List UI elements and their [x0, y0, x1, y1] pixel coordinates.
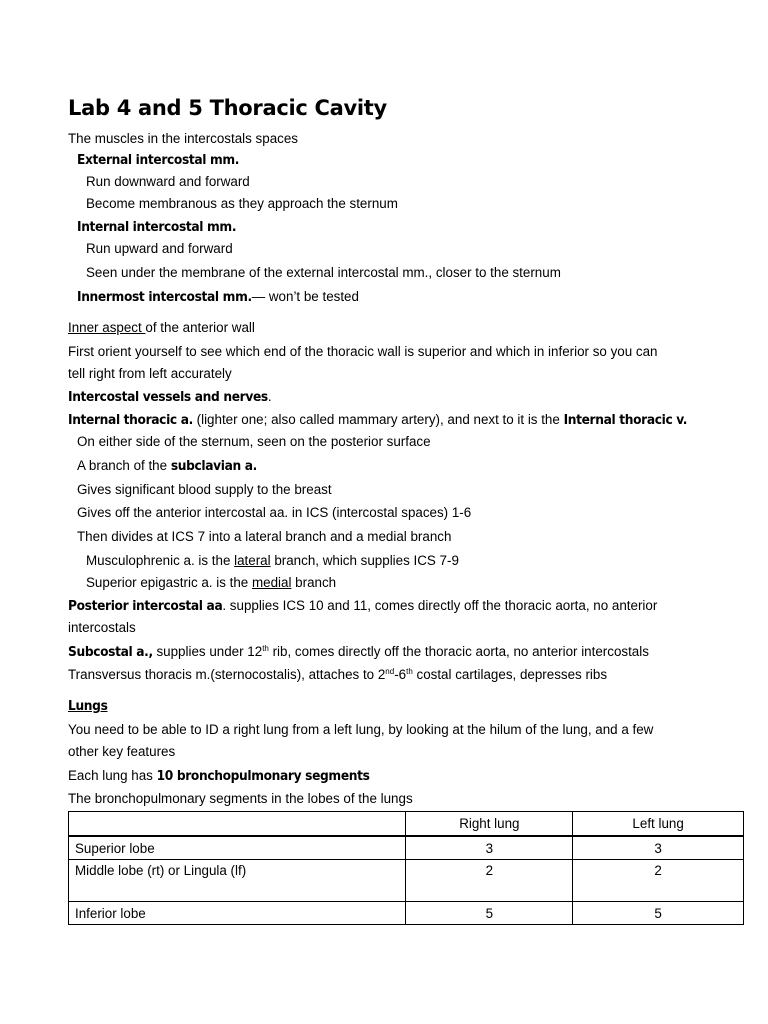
musculophrenic-text: Musculophrenic a. is the [86, 553, 235, 568]
transversus-mid: -6 [394, 667, 407, 682]
left-lung-cell: 2 [573, 860, 744, 902]
medial-word: medial [251, 575, 292, 590]
subcostal-text: supplies under 12 [152, 644, 263, 659]
superior-epigastric-line [86, 575, 336, 591]
lungs-id-line-1: You need to be able to ID a right lung from a left lung, by looking at the hilum of the lung, and a few [68, 722, 654, 737]
inner-aspect-rest: of the anterior wall [145, 320, 255, 335]
transversus-rest: costal cartilages, depresses ribs [412, 667, 608, 682]
orient-line-2: tell right from left accurately [68, 366, 232, 381]
table-row [69, 860, 744, 902]
each-lung-line [68, 768, 370, 784]
internal-thoracic-vein: Internal thoracic v. [563, 412, 688, 428]
page-title: Lab 4 and 5 Thoracic Cavity [68, 96, 387, 120]
blood-supply-line: Gives significant blood supply to the breast [77, 482, 332, 497]
header-cell [69, 812, 406, 837]
gives-off-line: Gives off the anterior intercostal aa. in ICS (intercostal spaces) 1-6 [77, 505, 472, 520]
inner-aspect-heading: Inner aspect [68, 320, 146, 335]
either-side-line: On either side of the sternum, seen on the posterior surface [77, 434, 431, 449]
branch-of-line [77, 458, 257, 474]
left-lung-cell: 3 [573, 836, 744, 860]
right-lung-cell: 2 [406, 860, 573, 902]
transversus-line [68, 667, 607, 683]
innermost-heading: Innermost intercostal mm. [77, 289, 252, 305]
vessels-heading: Intercostal vessels and nerves [68, 389, 268, 405]
external-line-1: Run downward and forward [86, 174, 250, 189]
transversus-superscript-1: nd [385, 667, 395, 676]
lobe-cell: Superior lobe [69, 836, 406, 860]
segments-count: 10 bronchopulmonary segments [156, 768, 370, 784]
lateral-word: lateral [234, 553, 271, 568]
external-intercostal-heading: External intercostal mm. [77, 152, 240, 168]
subcostal-superscript: th [262, 644, 269, 653]
branch-of-text: A branch of the [77, 458, 171, 473]
subcostal-rest: rib, comes directly off the thoracic aorta, no anterior intercostals [268, 644, 649, 659]
lungs-heading: Lungs [68, 698, 108, 714]
musculophrenic-rest: branch, which supplies ICS 7-9 [270, 553, 459, 568]
orient-line-1: First orient yourself to see which end of the thoracic wall is superior and which in inferior so you can [68, 344, 658, 359]
intercostals-intro: The muscles in the intercostals spaces [68, 131, 298, 146]
posterior-intercostal-heading: Posterior intercostal aa [68, 598, 223, 614]
innermost-line [77, 289, 359, 305]
table-header-row [69, 812, 744, 837]
subcostal-heading: Subcostal a., [68, 644, 153, 660]
transversus-text: Transversus thoracis m.(sternocostalis), attaches to 2 [68, 667, 386, 682]
divides-line: Then divides at ICS 7 into a lateral branch and a medial branch [77, 529, 452, 544]
vessels-period: . [267, 389, 272, 404]
musculophrenic-line [86, 553, 459, 569]
right-lung-cell: 3 [406, 836, 573, 860]
posterior-intercostal-line-2: intercostals [68, 620, 136, 635]
posterior-intercostal-text: . supplies ICS 10 and 11, comes directly off the thoracic aorta, no anterior [222, 598, 658, 613]
internal-line-1: Run upward and forward [86, 241, 233, 256]
transversus-superscript-2: th [406, 667, 413, 676]
table-row [69, 836, 744, 860]
internal-thoracic-line [68, 412, 687, 428]
header-cell: Right lung [406, 812, 573, 837]
subcostal-line [68, 644, 649, 660]
superior-epigastric-text: Superior epigastric a. is the [86, 575, 252, 590]
left-lung-cell: 5 [573, 902, 744, 925]
inner-aspect-line [68, 320, 255, 336]
subclavian-artery: subclavian a. [170, 458, 257, 474]
lungs-id-line-2: other key features [68, 744, 176, 759]
external-line-2: Become membranous as they approach the sternum [86, 196, 398, 211]
innermost-note: — won’t be tested [251, 289, 359, 304]
posterior-intercostal-line [68, 598, 657, 614]
each-lung-text: Each lung has [68, 768, 157, 783]
lobe-cell: Middle lobe (rt) or Lingula (lf) [69, 860, 406, 902]
lobe-cell: Inferior lobe [69, 902, 406, 925]
table-row [69, 902, 744, 925]
table-caption: The bronchopulmonary segments in the lobes of the lungs [68, 791, 413, 806]
right-lung-cell: 5 [406, 902, 573, 925]
internal-thoracic-artery: Internal thoracic a. [68, 412, 193, 428]
superior-epigastric-rest: branch [291, 575, 337, 590]
vessels-line [68, 389, 272, 405]
internal-line-2: Seen under the membrane of the external intercostal mm., closer to the sternum [86, 265, 561, 280]
internal-thoracic-text: (lighter one; also called mammary artery), and next to it is the [192, 412, 564, 427]
header-cell: Left lung [573, 812, 744, 837]
bronchopulmonary-table [68, 811, 744, 925]
internal-intercostal-heading: Internal intercostal mm. [77, 219, 237, 235]
